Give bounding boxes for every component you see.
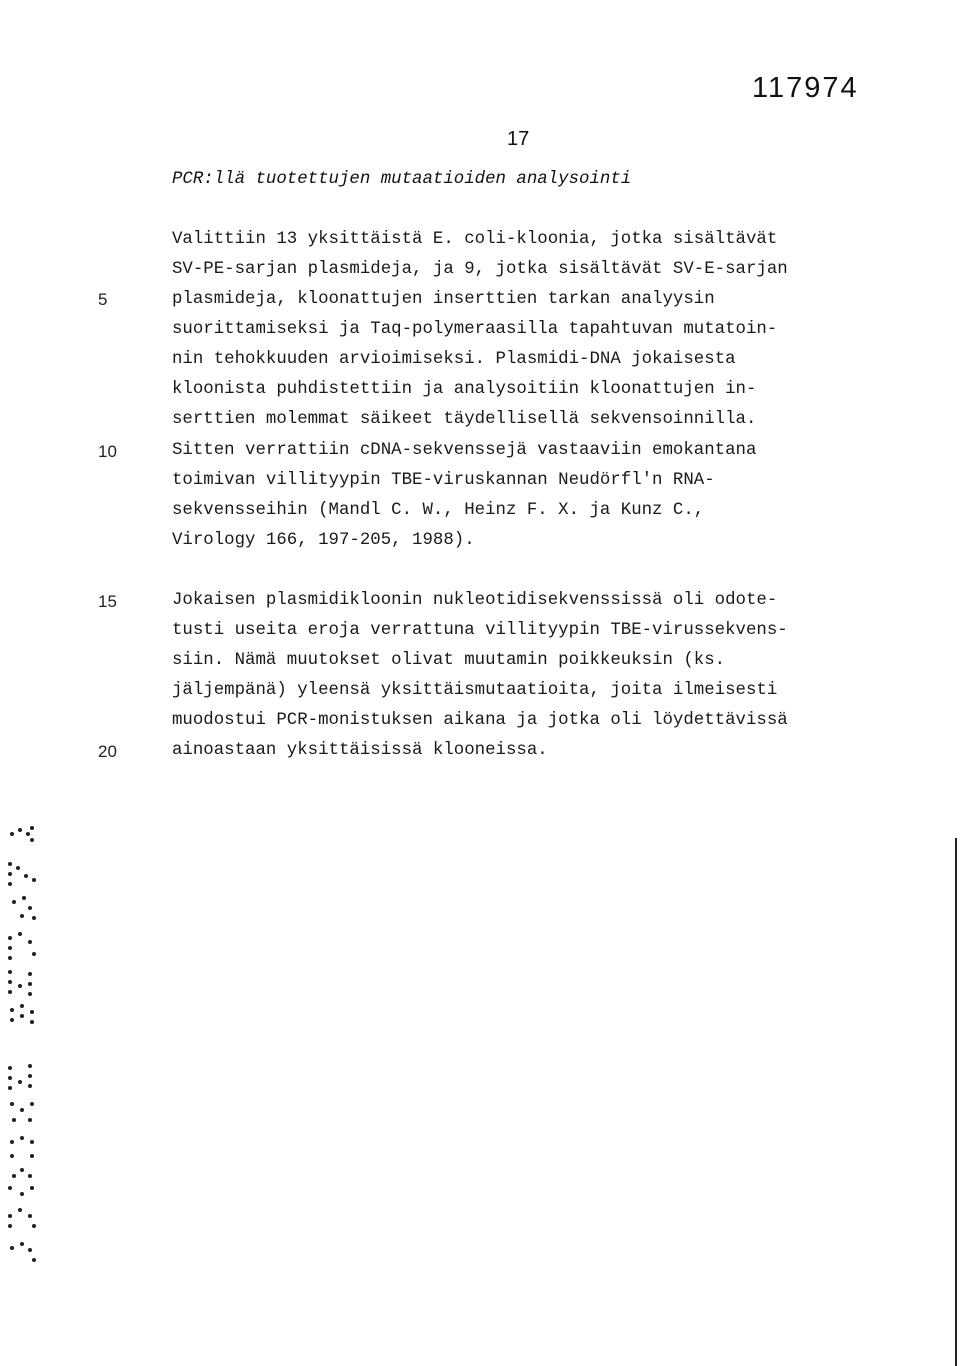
paragraph-line: serttien molemmat säikeet täydellisellä sekvensoinnilla. [172, 410, 757, 429]
paragraph-line: ainoastaan yksittäisissä klooneissa. [172, 741, 548, 760]
paragraph-line: Virology 166, 197-205, 1988). [172, 531, 475, 550]
perforation-marks [0, 820, 80, 1280]
paragraph-line: tusti useita eroja verrattuna villityypin TBE-virussekvens- [172, 621, 788, 640]
paragraph-line: Jokaisen plasmidikloonin nukleotidisekvenssissä oli odote- [172, 591, 778, 610]
paragraph-line: sekvensseihin (Mandl C. W., Heinz F. X. ja Kunz C., [172, 501, 705, 520]
paragraph-line: Valittiin 13 yksittäistä E. coli-kloonia, jotka sisältävät [172, 230, 778, 249]
line-number-5: 5 [98, 290, 108, 309]
line-number-20: 20 [98, 742, 117, 761]
paragraph-line: Sitten verrattiin cDNA-sekvenssejä vastaaviin emokantana [172, 441, 757, 460]
section-heading: PCR:llä tuotettujen mutaatioiden analysointi [172, 170, 632, 189]
paragraph-line: jäljempänä) yleensä yksittäismutaatioita, joita ilmeisesti [172, 681, 778, 700]
line-number-15: 15 [98, 592, 117, 611]
line-number-10: 10 [98, 442, 117, 461]
page-number: 17 [507, 128, 530, 150]
paragraph-line: nin tehokkuuden arvioimiseksi. Plasmidi-DNA jokaisesta [172, 350, 736, 369]
paragraph-line: toimivan villityypin TBE-viruskannan Neudörfl'n RNA- [172, 471, 715, 490]
patent-number: 117974 [752, 72, 859, 104]
paragraph-line: suorittamiseksi ja Taq-polymeraasilla tapahtuvan mutatoin- [172, 320, 778, 339]
scan-edge-line [955, 838, 957, 1366]
paragraph-line: muodostui PCR-monistuksen aikana ja jotka oli löydettävissä [172, 711, 788, 730]
paragraph-line: siin. Nämä muutokset olivat muutamin poikkeuksin (ks. [172, 651, 726, 670]
paragraph-line: plasmideja, kloonattujen inserttien tarkan analyysin [172, 290, 715, 309]
paragraph-line: SV-PE-sarjan plasmideja, ja 9, jotka sisältävät SV-E-sarjan [172, 260, 788, 279]
paragraph-line: kloonista puhdistettiin ja analysoitiin kloonattujen in- [172, 380, 757, 399]
